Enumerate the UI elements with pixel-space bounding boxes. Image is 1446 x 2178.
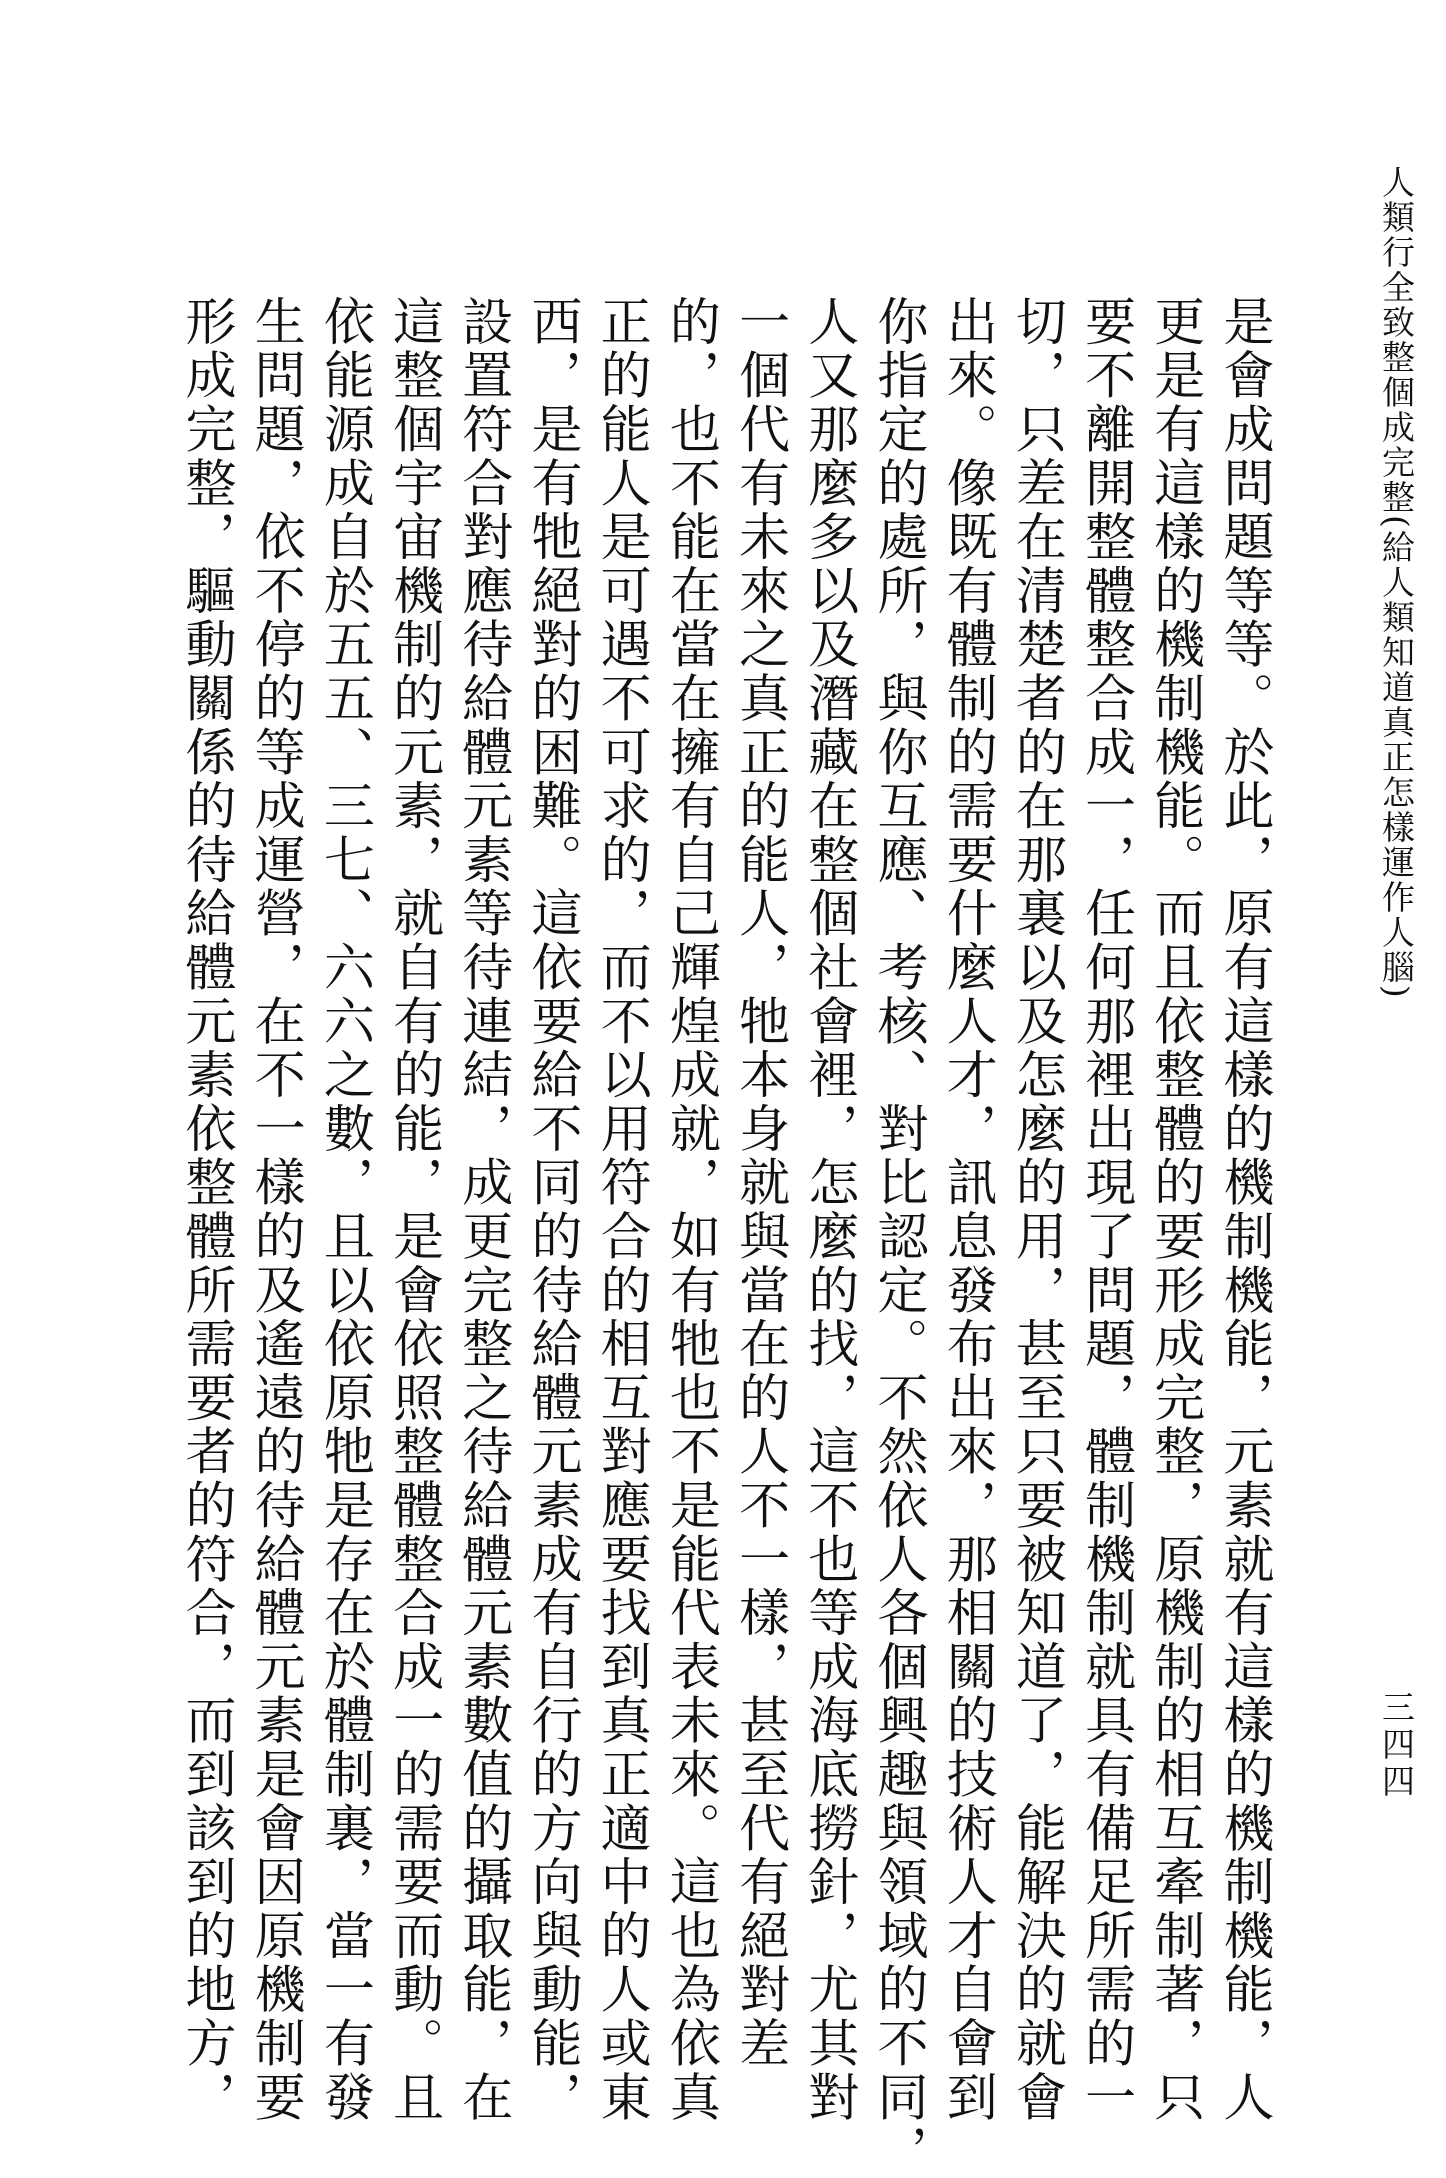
text-column: 人又那麼多以及潛藏在整個社會裡，怎麼的找，這不也等成海底撈針，尤其對 xyxy=(798,295,858,2125)
text-column: 的，也不能在當在擁有自己輝煌成就，如有牠也不是能代表未來。這也為依真 xyxy=(660,295,720,2125)
body-text xyxy=(171,295,1278,2178)
text-column: 你指定的處所，與你互應、考核、對比認定。不然依人各個興趣與領域的不同， xyxy=(867,295,927,2178)
text-column: 出來。像既有體制的需要什麼人才，訊息發布出來，那相關的技術人才自會到 xyxy=(937,295,997,2125)
text-column: 生問題，依不停的等成運營，在不一樣的及遙遠的待給體元素是會因原機制要 xyxy=(245,295,305,2125)
text-column: 正的能人是可遇不可求的，而不以用符合的相互對應要找到真正適中的人或東 xyxy=(591,295,651,2125)
text-column: 這整個宇宙機制的元素，就自有的能，是會依照整體整合成一的需要而動。且 xyxy=(383,295,443,2125)
text-column: 設置符合對應待給體元素等待連結，成更完整之待給體元素數值的攝取能，在 xyxy=(452,295,512,2125)
text-column: 更是有這樣的機制機能。而且依整體的要形成完整，原機制的相互牽制著，只 xyxy=(1144,295,1204,2125)
text-column: 形成完整，驅動關係的待給體元素依整體所需要者的符合，而到該到的地方， xyxy=(175,295,235,2125)
text-column: 西，是有牠絕對的困難。這依要給不同的待給體元素成有自行的方向與動能， xyxy=(521,295,581,2125)
page-number: 三四四 xyxy=(1377,1690,1416,1801)
running-title: 人類行全致整個成完整(給人類知道真正怎樣運作人腦) xyxy=(1377,165,1416,1000)
text-column: 依能源成自於五五、三七、六六之數，且以依原牠是存在於體制裏，當一有發 xyxy=(314,295,374,2125)
text-column: 切，只差在清楚者的在那裏以及怎麼的用，甚至只要被知道了，能解決的就會 xyxy=(1006,295,1066,2125)
text-column: 要不離開整體整合成一，任何那裡出現了問題，體制機制就具有備足所需的一 xyxy=(1075,295,1135,2125)
text-column: 是會成問題等等。於此，原有這樣的機制機能，元素就有這樣的機制機能，人 xyxy=(1214,295,1273,2125)
text-column: 一個代有未來之真正的能人，牠本身就與當在的人不一樣，甚至代有絕對差 xyxy=(729,295,789,2071)
